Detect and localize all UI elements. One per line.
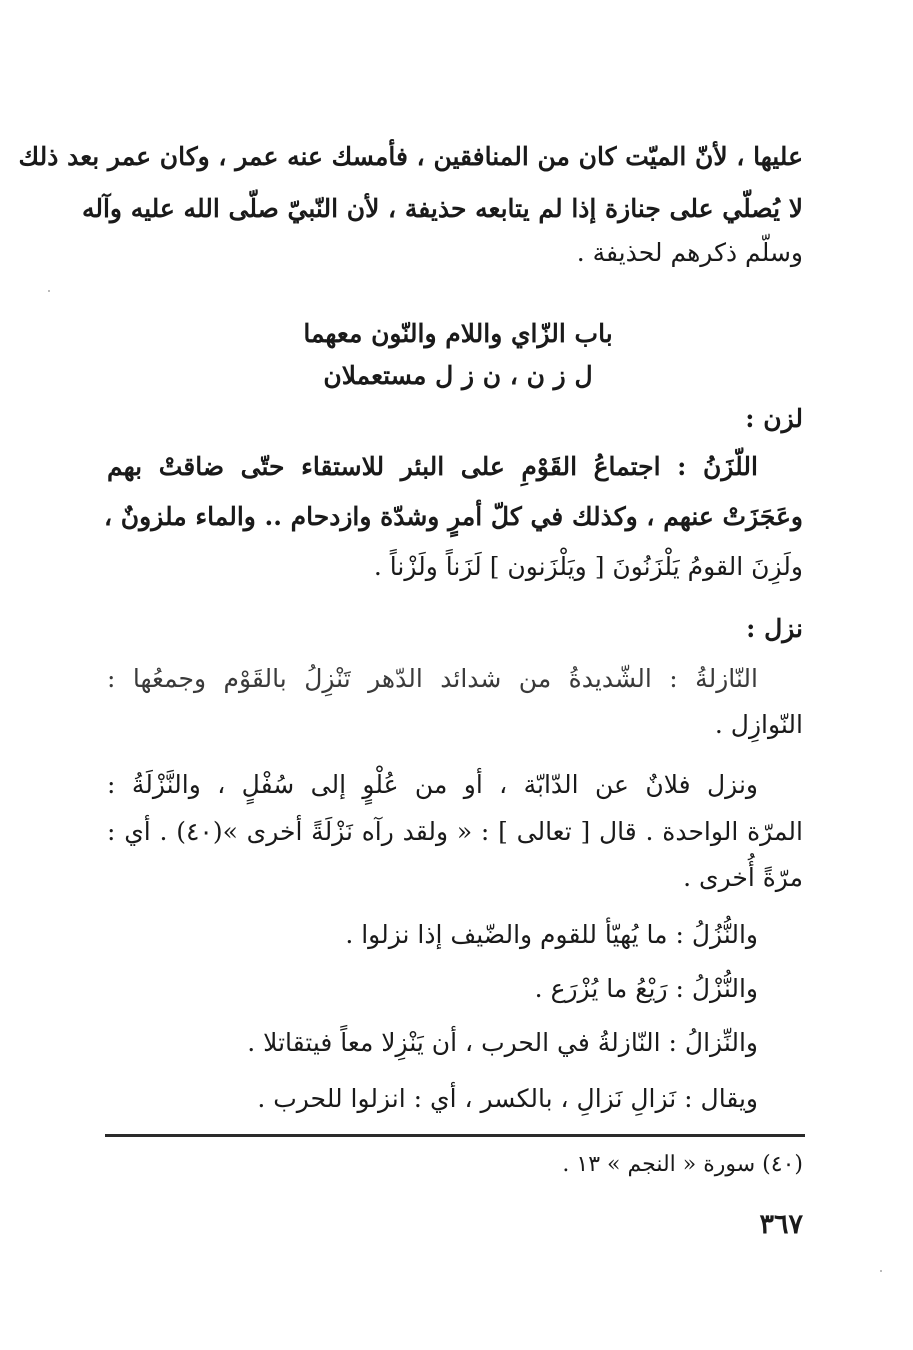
scan-speck [48,290,50,292]
paragraph-line: لا يُصلّي على جنازة إذا لم يتابعه حذيفة ، لأن النّبيّ صلّى الله عليه وآله [81,194,803,223]
footnote: (٤٠) سورة « النجم » ١٣ . [562,1152,803,1177]
scan-speck [880,1270,882,1272]
entry-line: النّازلةُ : الشّديدةُ من شدائد الدّهر تَنْزِلُ بالقَوْم وجمعُها : [107,664,758,693]
entry-line: اللّزَنُ : اجتماعُ القَوْمِ على البئر للاستقاء حتّى ضاقتْ بهم [107,452,758,481]
paragraph-line: وسلّم ذكرهم لحذيفة . [576,238,803,267]
entry-line: مرّةً أُخرى . [683,863,803,892]
footnote-divider [105,1134,805,1137]
section-title: باب الزّاي واللام والنّون معهما [303,319,613,348]
section-subtitle: ل ز ن ، ن ز ل مستعملان [323,361,593,390]
entry-line: ولَزِنَ القومُ يَلْزَنُونَ [ ويَلْزَنون ] لَزَناً ولَزْناً . [373,552,803,581]
entry-line: ونزل فلانٌ عن الدّابّة ، أو من عُلْوٍ إلى سُفْلٍ ، والنَّزْلَةُ : [107,770,758,799]
entry-line: والنُّزْلُ : رَيْعُ ما يُزْرَع . [534,974,758,1003]
page-number: ٣٦٧ [759,1209,803,1240]
entry-line: وعَجَزَتْ عنهم ، وكذلك في كلّ أمرٍ وشدّة وازدحام .. والماء ملزونٌ ، [104,502,803,531]
entry-line: ويقال : نَزالِ نَزالِ ، بالكسر ، أي : انزلوا للحرب . [257,1084,758,1113]
paragraph-line: عليها ، لأنّ الميّت كان من المنافقين ، فأمسك عنه عمر ، وكان عمر بعد ذلك [18,142,803,171]
entry-line: المرّة الواحدة . قال [ تعالى ] : « ولقد رآه نَزْلَةً أخرى »(٤٠) . أي : [107,817,803,846]
entry-heading-lazan: لزن : [745,404,803,433]
entry-heading-nazal: نزل : [746,614,803,643]
entry-line: والنُّزُلُ : ما يُهيّأ للقوم والضّيف إذا نزلوا . [345,920,758,949]
entry-line: النّوازِل . [714,710,803,739]
entry-line: والنِّزالُ : النّازلةُ في الحرب ، أن يَنْزِلا معاً فيتقاتلا . [247,1028,758,1057]
